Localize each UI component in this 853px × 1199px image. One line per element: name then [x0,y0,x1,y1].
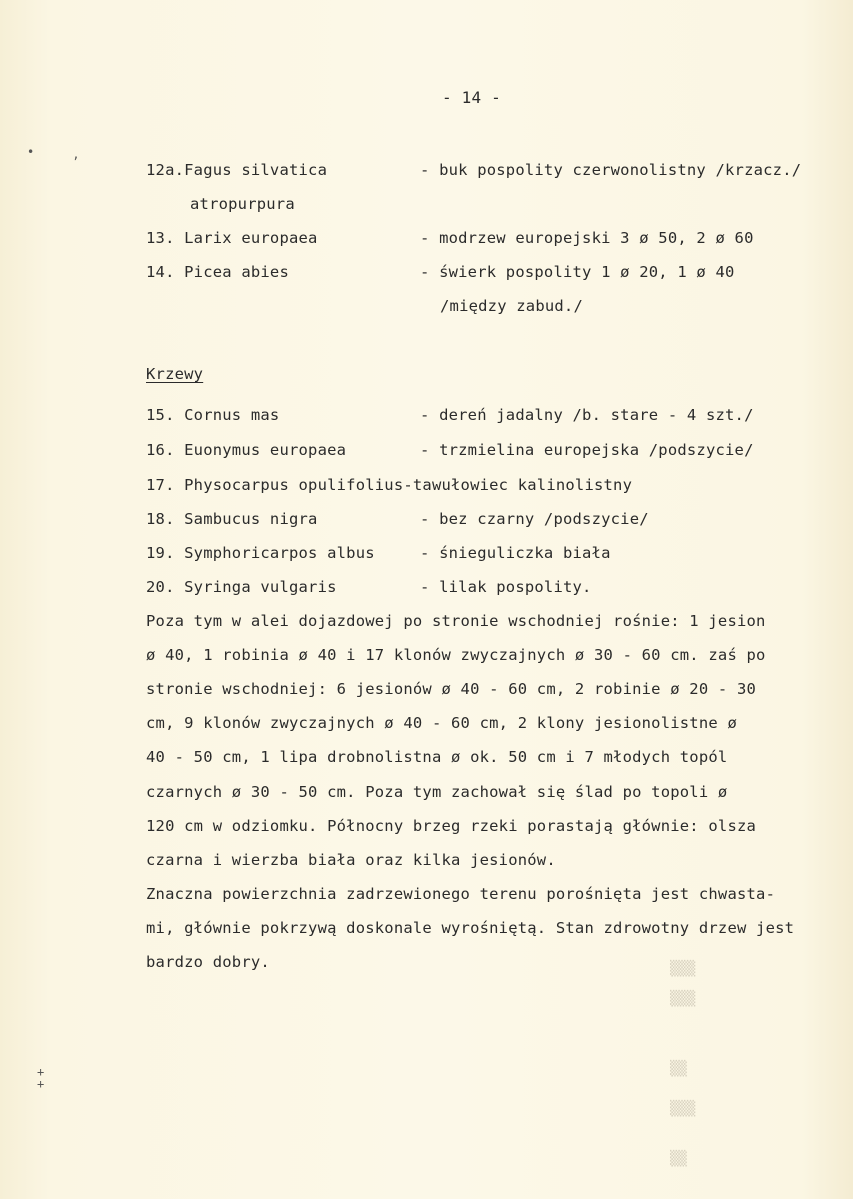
species-20-latin: 20. Syringa vulgaris [146,578,337,596]
species-13-latin: 13. Larix europaea [146,229,318,247]
margin-mark: • [27,145,35,159]
bleed-through-mark: ▒▒ [670,1151,687,1167]
paragraph-line: czarnych ø 30 - 50 cm. Poza tym zachował się ślad po topoli ø [146,783,728,801]
paragraph-line: cm, 9 klonów zwyczajnych ø 40 - 60 cm, 2 klony jesionolistne ø [146,714,737,732]
species-15-latin: 15. Cornus mas [146,406,280,424]
margin-mark: + [37,1065,45,1079]
shrubs-heading: Krzewy [146,365,204,383]
paragraph-line: ø 40, 1 robinia ø 40 i 17 klonów zwyczajnych ø 30 - 60 cm. zaś po [146,646,766,664]
species-12a-latin: 12a.Fagus silvatica [146,161,328,179]
paragraph-line: 40 - 50 cm, 1 lipa drobnolistna ø ok. 50 cm i 7 młodych topól [146,748,728,766]
species-17-latin: 17. Physocarpus opulifolius-tawułowiec kalinolistny [146,476,633,494]
page-number: - 14 - [442,88,501,107]
species-12a-latin-cont: atropurpura [190,195,295,213]
species-20-polish: - lilak pospolity. [420,578,592,596]
bleed-through-mark: ▒▒▒ [670,1101,696,1117]
margin-mark: ’ [72,155,80,169]
bleed-through-mark: ▒▒▒ [670,961,696,977]
species-16-latin: 16. Euonymus europaea [146,441,347,459]
bleed-through-mark: ▒▒▒ [670,991,696,1007]
paragraph-line: stronie wschodniej: 6 jesionów ø 40 - 60 cm, 2 robinie ø 20 - 30 [146,680,757,698]
species-14-polish: - świerk pospolity 1 ø 20, 1 ø 40 [420,263,735,281]
paragraph-line: bardzo dobry. [146,953,270,971]
bleed-through-mark: ▒▒ [670,1061,687,1077]
species-12a-polish: - buk pospolity czerwonolistny /krzacz./ [420,161,802,179]
paragraph-line: Znaczna powierzchnia zadrzewionego terenu porośnięta jest chwasta- [146,885,776,903]
paragraph-line: mi, głównie pokrzywą doskonale wyrośniętą. Stan zdrowotny drzew jest [146,919,795,937]
margin-mark: + [37,1077,45,1091]
species-18-latin: 18. Sambucus nigra [146,510,318,528]
species-19-polish: - śnieguliczka biała [420,544,611,562]
species-13-polish: - modrzew europejski 3 ø 50, 2 ø 60 [420,229,754,247]
species-16-polish: - trzmielina europejska /podszycie/ [420,441,754,459]
species-14-polish-cont: /między zabud./ [440,297,583,315]
paragraph-line: czarna i wierzba biała oraz kilka jesionów. [146,851,556,869]
species-19-latin: 19. Symphoricarpos albus [146,544,375,562]
paragraph-line: Poza tym w alei dojazdowej po stronie wschodniej rośnie: 1 jesion [146,612,766,630]
species-15-polish: - dereń jadalny /b. stare - 4 szt./ [420,406,754,424]
paragraph-line: 120 cm w odziomku. Północny brzeg rzeki porastają głównie: olsza [146,817,757,835]
species-18-polish: - bez czarny /podszycie/ [420,510,649,528]
species-14-latin: 14. Picea abies [146,263,289,281]
